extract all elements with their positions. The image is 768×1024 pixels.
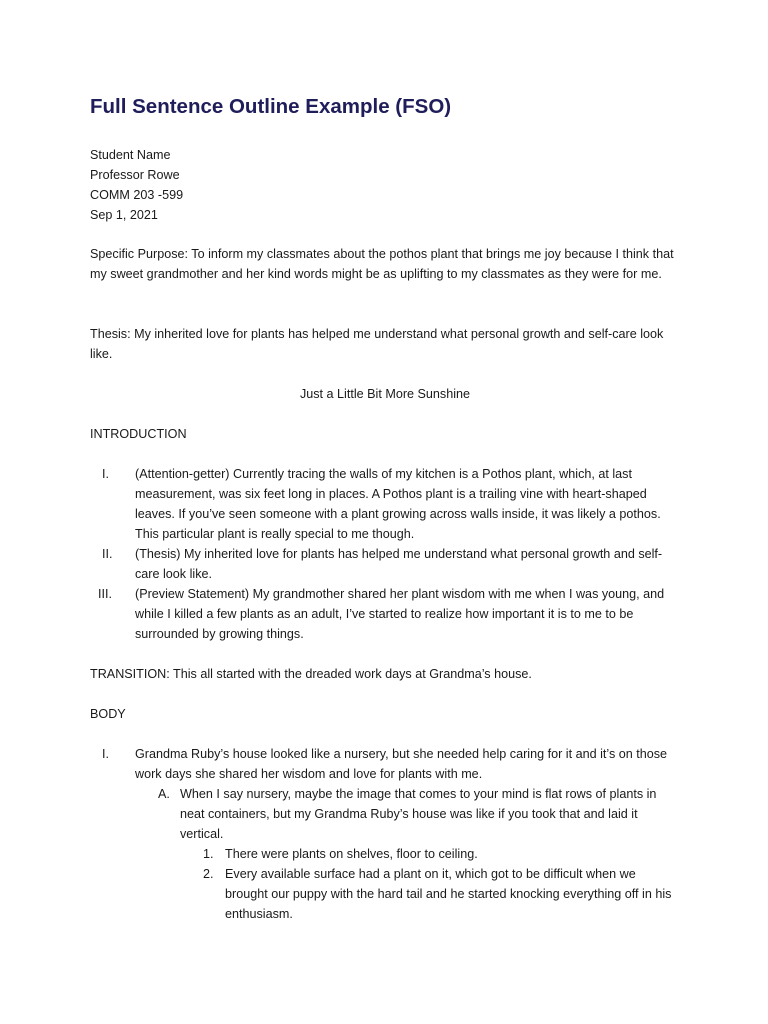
list-marker: A. bbox=[158, 787, 170, 801]
student-header bbox=[90, 145, 183, 225]
list-item bbox=[90, 784, 680, 844]
list-item bbox=[90, 584, 680, 644]
list-marker: 1. bbox=[203, 847, 214, 861]
introduction-heading: INTRODUCTION bbox=[90, 427, 187, 441]
list-marker: I. bbox=[102, 747, 109, 761]
list-item bbox=[90, 864, 680, 924]
list-marker: III. bbox=[98, 587, 112, 601]
speech-title: Just a Little Bit More Sunshine bbox=[299, 387, 471, 401]
list-item-text: (Preview Statement) My grandmother shared her plant wisdom with me when I was young, and while I killed a few plants as an adult, I’ve started to realize how important it is to me to be surrounded by growing things. bbox=[135, 587, 665, 641]
list-marker: 2. bbox=[203, 867, 214, 881]
list-marker: II. bbox=[102, 547, 113, 561]
date: Sep 1, 2021 bbox=[90, 208, 158, 222]
list-marker: I. bbox=[102, 467, 109, 481]
list-item bbox=[90, 744, 680, 784]
list-item-text: When I say nursery, maybe the image that comes to your mind is flat rows of plants in neat containers, but my Grandma Ruby’s house was like if you took that and laid it vertical. bbox=[180, 787, 657, 841]
list-item-text: Every available surface had a plant on it, which got to be difficult when we brought our puppy with the hard tail and he started knocking everything off in his enthusiasm. bbox=[225, 867, 672, 921]
list-item bbox=[90, 844, 680, 864]
specific-purpose: Specific Purpose: To inform my classmates about the pothos plant that brings me joy because I think that my sweet grandmother and her kind words might be as uplifting to my classmates as they were for me. bbox=[90, 247, 674, 281]
list-item-text: There were plants on shelves, floor to ceiling. bbox=[225, 847, 478, 861]
list-item-text: (Thesis) My inherited love for plants has helped me understand what personal growth and self-care look like. bbox=[135, 547, 663, 581]
course-code: COMM 203 -599 bbox=[90, 188, 184, 202]
thesis-statement: Thesis: My inherited love for plants has helped me understand what personal growth and self-care look like. bbox=[90, 327, 664, 361]
list-item-text: Grandma Ruby’s house looked like a nursery, but she needed help caring for it and it’s on those work days she shared her wisdom and love for plants with me. bbox=[135, 747, 668, 781]
body-heading: BODY bbox=[90, 707, 126, 721]
list-item-text: (Attention-getter) Currently tracing the walls of my kitchen is a Pothos plant, which, at last measurement, was six feet long in places. A Pothos plant is a trailing vine with heart-shaped leaves. If you’ve seen someone with a plant growing across walls inside, it was likely a pothos. This particular plant is really special to me though. bbox=[135, 467, 661, 541]
transition-statement: TRANSITION: This all started with the dreaded work days at Grandma’s house. bbox=[90, 667, 532, 681]
document-title: Full Sentence Outline Example (FSO) bbox=[90, 95, 452, 118]
introduction-list bbox=[90, 464, 680, 644]
student-name: Student Name bbox=[90, 148, 171, 162]
list-item bbox=[90, 544, 680, 584]
list-item bbox=[90, 464, 680, 544]
body-list bbox=[90, 744, 680, 924]
professor-name: Professor Rowe bbox=[90, 168, 180, 182]
